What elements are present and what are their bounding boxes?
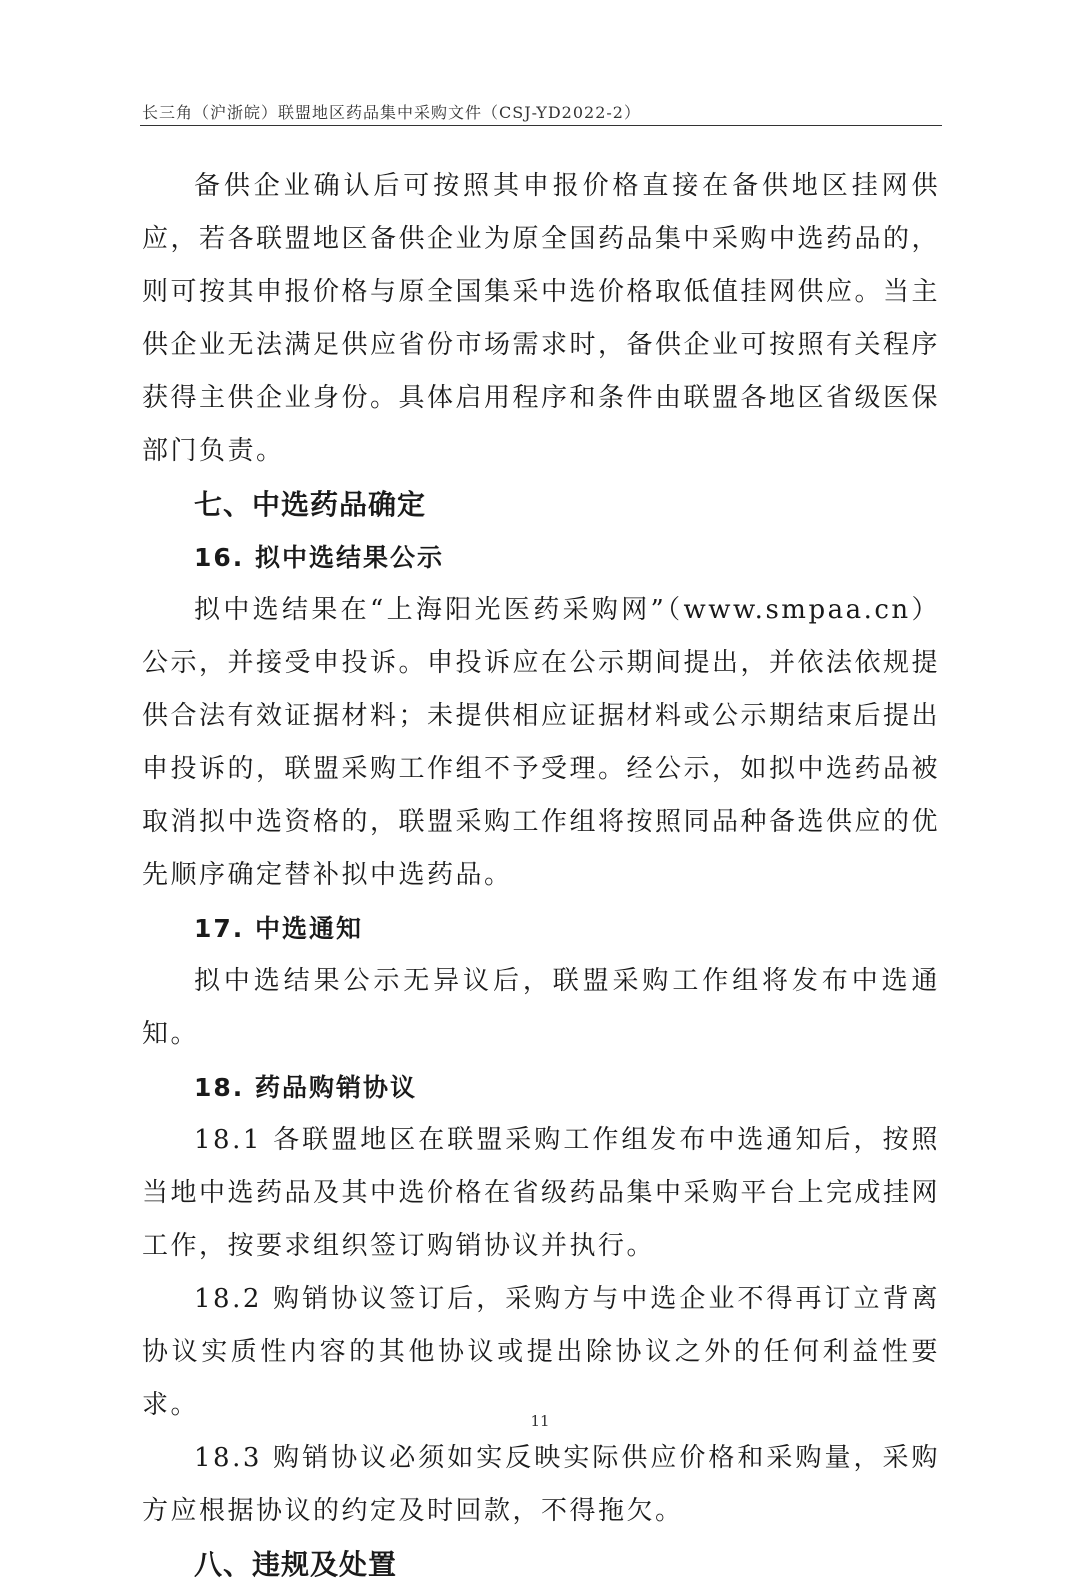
running-header: 长三角（沪浙皖）联盟地区药品集中采购文件（CSJ-YD2022-2） xyxy=(142,103,641,122)
paragraph-18-2: 18.2 购销协议签订后，采购方与中选企业不得再订立背离协议实质性内容的其他协议或提出除协议之外的任何利益性要求。 xyxy=(142,1284,940,1420)
subheading-16: 16. 拟中选结果公示 xyxy=(194,543,444,572)
section-heading-8: 八、违规及处置 xyxy=(194,1548,398,1581)
paragraph-17: 拟中选结果公示无异议后，联盟采购工作组将发布中选通知。 xyxy=(142,966,940,1049)
section-heading-7: 七、中选药品确定 xyxy=(194,488,427,521)
subheading-17: 17. 中选通知 xyxy=(194,914,363,943)
paragraph-18-3: 18.3 购销协议必须如实反映实际供应价格和采购量，采购方应根据协议的约定及时回款，不得拖欠。 xyxy=(142,1443,940,1526)
paragraph-16: 拟中选结果在“上海阳光医药采购网”（www.smpaa.cn）公示，并接受申投诉。申投诉应在公示期间提出，并依法依规提供合法有效证据材料；未提供相应证据材料或公示期结束后提出申投诉的，联盟采购工作组不予受理。经公示，如拟中选药品被取消拟中选资格的，联盟采购工作组将按照同品种备选供应的优先顺序确定替补拟中选药品。 xyxy=(142,595,941,890)
page-number: 11 xyxy=(530,1412,550,1430)
paragraph-18-1: 18.1 各联盟地区在联盟采购工作组发布中选通知后，按照当地中选药品及其中选价格在省级药品集中采购平台上完成挂网工作，按要求组织签订购销协议并执行。 xyxy=(142,1125,941,1261)
header-divider xyxy=(140,125,942,126)
paragraph-backup-supply: 备供企业确认后可按照其申报价格直接在备供地区挂网供应，若各联盟地区备供企业为原全国药品集中采购中选药品的，则可按其申报价格与原全国集采中选价格取低值挂网供应。当主供企业无法满足供应省份市场需求时，备供企业可按照有关程序获得主供企业身份。具体启用程序和条件由联盟各地区省级医保部门负责。 xyxy=(142,171,941,466)
document-body xyxy=(142,160,940,1591)
subheading-18: 18. 药品购销协议 xyxy=(194,1073,417,1102)
